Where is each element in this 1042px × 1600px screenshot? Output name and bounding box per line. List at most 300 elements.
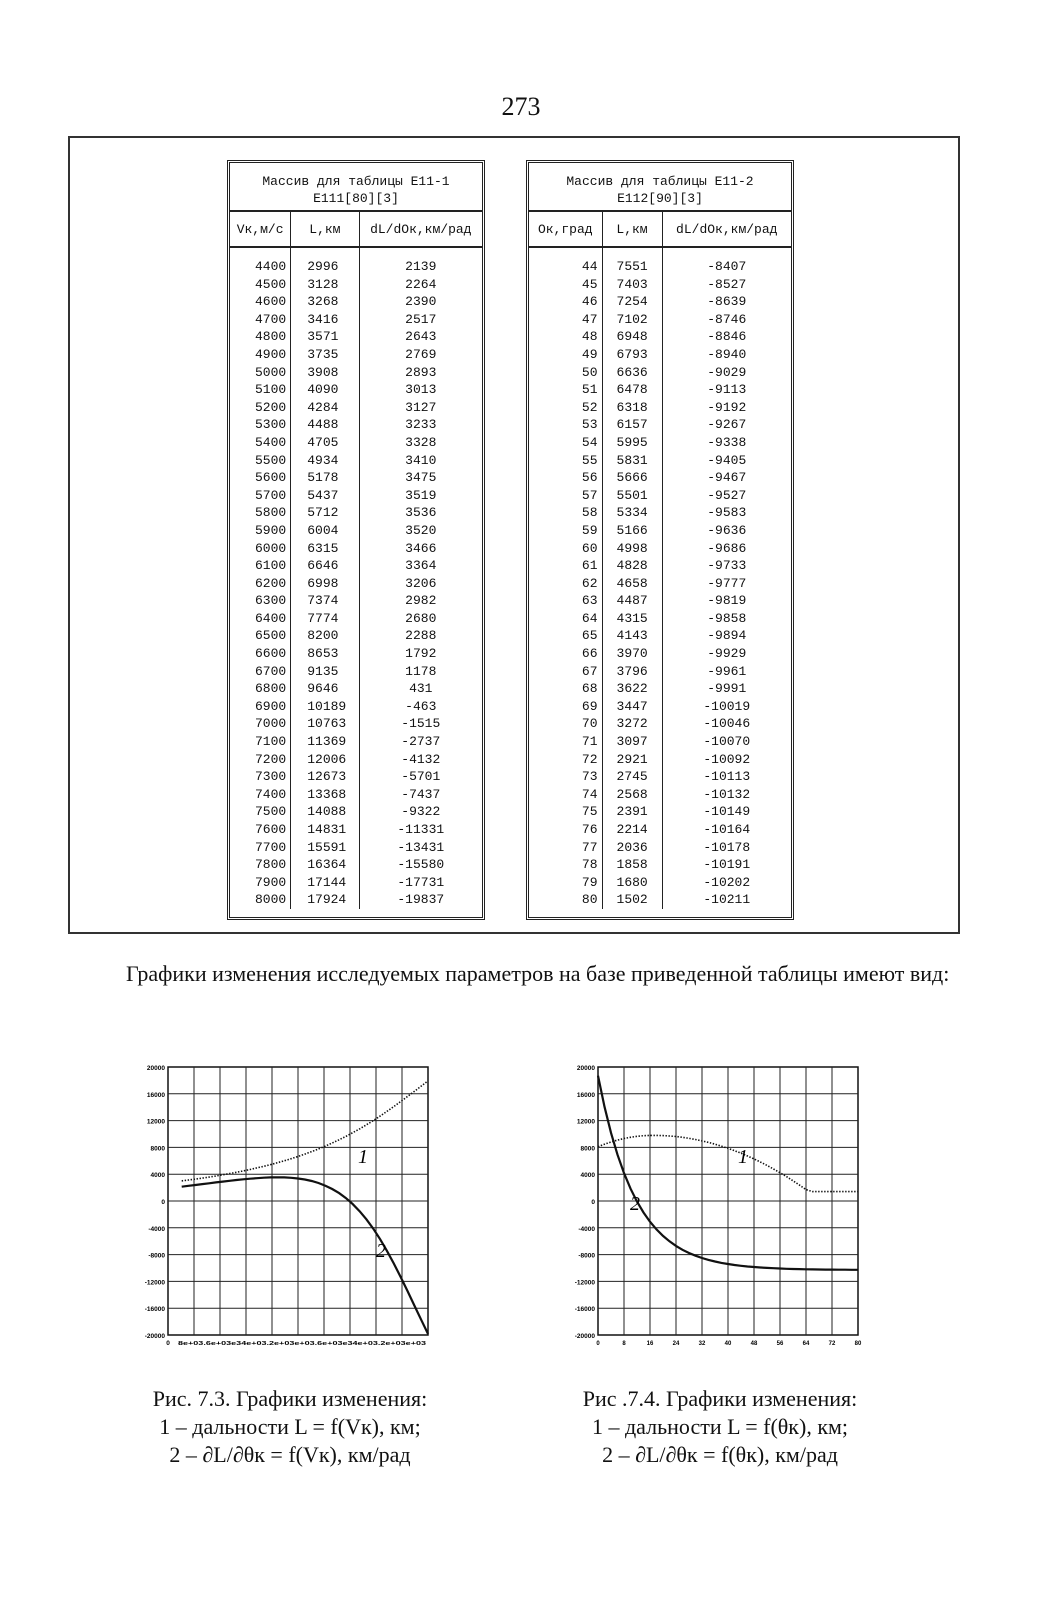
table-cell: -9583 bbox=[707, 505, 747, 521]
table-cell: 3127 bbox=[405, 399, 437, 415]
curve-label-2: 2 bbox=[630, 1193, 640, 1215]
y-tick-label: 16000 bbox=[576, 1091, 595, 1099]
table-cell: 7300 bbox=[230, 768, 291, 786]
table-cell: 68 bbox=[529, 680, 602, 698]
table-cell: -17731 bbox=[397, 874, 445, 890]
table-cell: -10149 bbox=[703, 804, 751, 820]
table-cell: 75 bbox=[529, 803, 602, 821]
curve-label-1: 1 bbox=[738, 1146, 748, 1168]
table-cell: 3268 bbox=[291, 293, 359, 311]
table-cell: 8653 bbox=[291, 645, 359, 663]
table-cell: 52 bbox=[529, 399, 602, 417]
table-row bbox=[230, 364, 482, 382]
table-cell: -10178 bbox=[703, 839, 751, 855]
table-cell: 6004 bbox=[291, 522, 359, 540]
table-row bbox=[230, 610, 482, 628]
table-cell: 5166 bbox=[602, 522, 662, 540]
table-row bbox=[230, 839, 482, 857]
table-row bbox=[230, 733, 482, 751]
table-row bbox=[230, 381, 482, 399]
table-row bbox=[529, 751, 791, 769]
table-row bbox=[230, 276, 482, 294]
table-row bbox=[230, 786, 482, 804]
table-cell: 5501 bbox=[602, 487, 662, 505]
table-cell: 73 bbox=[529, 768, 602, 786]
table-row bbox=[230, 311, 482, 329]
table-cell: 67 bbox=[529, 663, 602, 681]
table-cell: -9267 bbox=[707, 417, 747, 433]
table-cell: -8746 bbox=[707, 311, 747, 327]
table-cell: 4400 bbox=[230, 247, 291, 276]
table-cell: 17144 bbox=[291, 874, 359, 892]
x-tick-label: 32 bbox=[698, 1341, 706, 1347]
table-row bbox=[529, 610, 791, 628]
table-cell: 6948 bbox=[602, 328, 662, 346]
table-cell: -8527 bbox=[707, 276, 747, 292]
table-row bbox=[230, 891, 482, 909]
table-row bbox=[230, 557, 482, 575]
table-cell: 7374 bbox=[291, 592, 359, 610]
x-tick-label: 64 bbox=[802, 1341, 810, 1347]
table-row bbox=[230, 680, 482, 698]
table-cell: -10046 bbox=[703, 716, 751, 732]
table-cell: 5500 bbox=[230, 452, 291, 470]
table-cell: 6315 bbox=[291, 540, 359, 558]
table-cell: 5800 bbox=[230, 504, 291, 522]
table-cell: -9029 bbox=[707, 364, 747, 380]
table-row bbox=[230, 522, 482, 540]
table-cell: -9961 bbox=[707, 663, 747, 679]
table-cell: 7400 bbox=[230, 786, 291, 804]
y-tick-label: 16000 bbox=[146, 1091, 165, 1099]
table-cell: 3520 bbox=[405, 522, 437, 538]
table-cell: 4488 bbox=[291, 416, 359, 434]
table-row bbox=[529, 416, 791, 434]
table-cell: 4487 bbox=[602, 592, 662, 610]
table-cell: 6318 bbox=[602, 399, 662, 417]
table-cell: 64 bbox=[529, 610, 602, 628]
table-cell: 6500 bbox=[230, 627, 291, 645]
table-cell: 6793 bbox=[602, 346, 662, 364]
x-tick-label: 0 bbox=[166, 1340, 170, 1347]
table-cell: 61 bbox=[529, 557, 602, 575]
table-cell: -4132 bbox=[401, 751, 441, 767]
table-cell: 2893 bbox=[405, 364, 437, 380]
caption-line1: Рис. 7.3. Графики изменения: bbox=[152, 1386, 428, 1411]
figure-7-3-caption bbox=[100, 1385, 480, 1469]
table-cell: 76 bbox=[529, 821, 602, 839]
table-cell: -10191 bbox=[703, 857, 751, 873]
table-cell: 5178 bbox=[291, 469, 359, 487]
table-cell: 4900 bbox=[230, 346, 291, 364]
table-cell: 63 bbox=[529, 592, 602, 610]
table-cell: -15580 bbox=[397, 857, 445, 873]
table-cell: 2517 bbox=[405, 311, 437, 327]
table-row bbox=[230, 821, 482, 839]
table-cell: -10202 bbox=[703, 874, 751, 890]
table-cell: 5200 bbox=[230, 399, 291, 417]
table-row bbox=[230, 856, 482, 874]
table-cell: 7200 bbox=[230, 751, 291, 769]
table-cell: 7403 bbox=[602, 276, 662, 294]
table-cell: 70 bbox=[529, 715, 602, 733]
table-row bbox=[230, 293, 482, 311]
table-cell: 7900 bbox=[230, 874, 291, 892]
table-cell: 3908 bbox=[291, 364, 359, 382]
table-row bbox=[230, 416, 482, 434]
table-row bbox=[529, 557, 791, 575]
table-cell: 10189 bbox=[291, 698, 359, 716]
table-cell: -1515 bbox=[401, 716, 441, 732]
table-cell: 2264 bbox=[405, 276, 437, 292]
table-cell: 4090 bbox=[291, 381, 359, 399]
table-cell: 4658 bbox=[602, 575, 662, 593]
y-tick-label: 8000 bbox=[580, 1145, 595, 1153]
x-tick-label: 16 bbox=[646, 1341, 654, 1347]
table-cell: -9322 bbox=[401, 804, 441, 820]
table-cell: 1858 bbox=[602, 856, 662, 874]
table-cell: 72 bbox=[529, 751, 602, 769]
table-row bbox=[230, 663, 482, 681]
table-row bbox=[529, 715, 791, 733]
col-header-derivative: dL/dОк,км/рад bbox=[662, 212, 791, 247]
table-cell: 2390 bbox=[405, 294, 437, 310]
table-cell: 5334 bbox=[602, 504, 662, 522]
table-cell: 49 bbox=[529, 346, 602, 364]
table-cell: 3622 bbox=[602, 680, 662, 698]
table-cell: 7700 bbox=[230, 839, 291, 857]
table-row bbox=[529, 247, 791, 276]
table-cell: 3410 bbox=[405, 452, 437, 468]
table-cell: -8846 bbox=[707, 329, 747, 345]
table-cell: 5000 bbox=[230, 364, 291, 382]
table-cell: 7254 bbox=[602, 293, 662, 311]
table-cell: 12006 bbox=[291, 751, 359, 769]
x-tick-label: 80 bbox=[854, 1341, 862, 1347]
table-cell: 5712 bbox=[291, 504, 359, 522]
y-tick-label: -4000 bbox=[148, 1225, 165, 1233]
x-tick-label: 72 bbox=[828, 1341, 836, 1347]
table-cell: 2391 bbox=[602, 803, 662, 821]
table-cell: 3447 bbox=[602, 698, 662, 716]
table-cell: 431 bbox=[409, 681, 433, 697]
table-cell: 2680 bbox=[405, 610, 437, 626]
table-cell: 3970 bbox=[602, 645, 662, 663]
table-cell: 5831 bbox=[602, 452, 662, 470]
table-cell: 50 bbox=[529, 364, 602, 382]
table-cell: 5437 bbox=[291, 487, 359, 505]
table-cell: 3097 bbox=[602, 733, 662, 751]
table-cell: 7774 bbox=[291, 610, 359, 628]
table-row bbox=[529, 381, 791, 399]
table-cell: -10113 bbox=[703, 769, 751, 785]
table-cell: 6157 bbox=[602, 416, 662, 434]
y-tick-label: 4000 bbox=[580, 1172, 595, 1180]
table-row bbox=[529, 592, 791, 610]
table-cell: 66 bbox=[529, 645, 602, 663]
table-cell: 4700 bbox=[230, 311, 291, 329]
table-cell: 59 bbox=[529, 522, 602, 540]
y-tick-label: -12000 bbox=[144, 1279, 165, 1287]
table-cell: 4705 bbox=[291, 434, 359, 452]
col-header-angle: Ок,град bbox=[529, 212, 602, 247]
table-row bbox=[230, 627, 482, 645]
table-row bbox=[529, 768, 791, 786]
table-cell: 4315 bbox=[602, 610, 662, 628]
table-cell: 6800 bbox=[230, 680, 291, 698]
table-cell: 4500 bbox=[230, 276, 291, 294]
curve-label-2: 2 bbox=[376, 1240, 386, 1262]
data-table-e11-1 bbox=[227, 160, 485, 920]
table-cell: 53 bbox=[529, 416, 602, 434]
table-cell: 7000 bbox=[230, 715, 291, 733]
table-row bbox=[230, 247, 482, 276]
table-cell: 2214 bbox=[602, 821, 662, 839]
table-cell: 6200 bbox=[230, 575, 291, 593]
table-cell: 78 bbox=[529, 856, 602, 874]
table-row bbox=[230, 504, 482, 522]
table-cell: -13431 bbox=[397, 839, 445, 855]
table-row bbox=[529, 452, 791, 470]
table-cell: 8000 bbox=[230, 891, 291, 909]
table-cell: 44 bbox=[529, 247, 602, 276]
table-row bbox=[529, 698, 791, 716]
table-cell: 1792 bbox=[405, 646, 437, 662]
table-row bbox=[230, 751, 482, 769]
table-cell: 17924 bbox=[291, 891, 359, 909]
table-cell: 80 bbox=[529, 891, 602, 909]
table-cell: 1680 bbox=[602, 874, 662, 892]
table-row bbox=[529, 328, 791, 346]
table-cell: -7437 bbox=[401, 786, 441, 802]
table-cell: 14088 bbox=[291, 803, 359, 821]
body-paragraph: Графики изменения исследуемых параметров на базе приведенной таблицы имеют вид: bbox=[126, 961, 950, 986]
caption-line2: 1 – дальности L = f(θк), км; bbox=[591, 1414, 849, 1439]
table-row bbox=[529, 839, 791, 857]
table-cell: 7600 bbox=[230, 821, 291, 839]
table-row bbox=[230, 399, 482, 417]
table-cell: 4800 bbox=[230, 328, 291, 346]
table-cell: 9646 bbox=[291, 680, 359, 698]
table-cell: 6636 bbox=[602, 364, 662, 382]
table-row bbox=[230, 698, 482, 716]
table-row bbox=[230, 469, 482, 487]
table-cell: 2139 bbox=[405, 259, 437, 274]
table-cell: 5300 bbox=[230, 416, 291, 434]
y-tick-label: -20000 bbox=[574, 1333, 595, 1340]
x-tick-label: 40 bbox=[724, 1341, 732, 1347]
figure-7-3-chart bbox=[120, 1055, 450, 1355]
table-cell: -9858 bbox=[707, 610, 747, 626]
y-tick-label: 0 bbox=[161, 1199, 165, 1206]
table-cell: -8639 bbox=[707, 294, 747, 310]
figure-7-4-caption bbox=[530, 1385, 910, 1469]
y-tick-label: -16000 bbox=[574, 1306, 595, 1314]
y-tick-label: 4000 bbox=[150, 1172, 165, 1180]
table-cell: 6700 bbox=[230, 663, 291, 681]
table-row bbox=[230, 803, 482, 821]
table-cell: 15591 bbox=[291, 839, 359, 857]
table-cell: 1502 bbox=[602, 891, 662, 909]
col-header-range: L,км bbox=[602, 212, 662, 247]
table-cell: 3364 bbox=[405, 558, 437, 574]
table-cell: 51 bbox=[529, 381, 602, 399]
table-cell: -10132 bbox=[703, 786, 751, 802]
table-row bbox=[230, 768, 482, 786]
table-row bbox=[529, 856, 791, 874]
table-title-line1: Массив для таблицы Е11-2 bbox=[566, 174, 754, 189]
table-cell: -9467 bbox=[707, 470, 747, 486]
table-cell: -9113 bbox=[707, 382, 747, 398]
table-row bbox=[230, 575, 482, 593]
table-cell: 13368 bbox=[291, 786, 359, 804]
table-row bbox=[529, 469, 791, 487]
x-tick-labels-overlapped: 8e+03.6e+03e34e+03.2e+03e+03.6e+03e34e+03.2e+03e+03 bbox=[178, 1341, 427, 1347]
table-row bbox=[230, 452, 482, 470]
table-cell: 6646 bbox=[291, 557, 359, 575]
table-cell: 2745 bbox=[602, 768, 662, 786]
table-cell: 7500 bbox=[230, 803, 291, 821]
table-cell: 7102 bbox=[602, 311, 662, 329]
table-cell: -9686 bbox=[707, 540, 747, 556]
table-cell: 3128 bbox=[291, 276, 359, 294]
table-cell: -9929 bbox=[707, 646, 747, 662]
table-row bbox=[529, 786, 791, 804]
table-cell: -10092 bbox=[703, 751, 751, 767]
series-1-line bbox=[182, 1081, 428, 1181]
y-tick-label: 20000 bbox=[576, 1065, 595, 1072]
table-cell: 2996 bbox=[291, 247, 359, 276]
table-cell: 2921 bbox=[602, 751, 662, 769]
figure-7-4-svg bbox=[550, 1055, 880, 1355]
table-cell: 3272 bbox=[602, 715, 662, 733]
table-row bbox=[529, 645, 791, 663]
col-header-range: L,км bbox=[291, 212, 359, 247]
table-row bbox=[529, 504, 791, 522]
table-cell: 47 bbox=[529, 311, 602, 329]
y-tick-label: 20000 bbox=[146, 1065, 165, 1072]
y-tick-label: -8000 bbox=[578, 1252, 595, 1260]
table-cell: 2769 bbox=[405, 346, 437, 362]
y-tick-label: -4000 bbox=[578, 1225, 595, 1233]
table-row bbox=[529, 311, 791, 329]
table-row bbox=[529, 434, 791, 452]
table-cell: 60 bbox=[529, 540, 602, 558]
table-cell: 3206 bbox=[405, 575, 437, 591]
caption-line3: 2 – ∂L/∂θк = f(θк), км/рад bbox=[602, 1442, 838, 1467]
x-tick-label: 24 bbox=[672, 1341, 680, 1347]
y-tick-label: 8000 bbox=[150, 1145, 165, 1153]
table-cell: -9991 bbox=[707, 681, 747, 697]
table-cell: 56 bbox=[529, 469, 602, 487]
table-cell: 6998 bbox=[291, 575, 359, 593]
table-cell: 3571 bbox=[291, 328, 359, 346]
table-cell: 3519 bbox=[405, 487, 437, 503]
table-title bbox=[529, 163, 791, 212]
table-cell: -9733 bbox=[707, 558, 747, 574]
table-cell: -19837 bbox=[397, 892, 445, 908]
table-cell: 6478 bbox=[602, 381, 662, 399]
curve-label-1: 1 bbox=[358, 1146, 368, 1168]
table-row bbox=[529, 540, 791, 558]
table-row bbox=[529, 680, 791, 698]
table-cell: 11369 bbox=[291, 733, 359, 751]
table-cell: 5100 bbox=[230, 381, 291, 399]
table-cell: 16364 bbox=[291, 856, 359, 874]
table-cell: 3735 bbox=[291, 346, 359, 364]
table-row bbox=[230, 645, 482, 663]
x-tick-label: 56 bbox=[776, 1341, 784, 1347]
table-cell: -8407 bbox=[707, 259, 747, 274]
table-row bbox=[529, 276, 791, 294]
table-cell: 1178 bbox=[405, 663, 437, 679]
table-row bbox=[230, 328, 482, 346]
table-title bbox=[230, 163, 482, 212]
table-cell: 5995 bbox=[602, 434, 662, 452]
table-cell: 79 bbox=[529, 874, 602, 892]
table-row bbox=[529, 874, 791, 892]
table-cell: 5400 bbox=[230, 434, 291, 452]
table-row bbox=[230, 346, 482, 364]
table-row bbox=[529, 733, 791, 751]
table-cell: -10019 bbox=[703, 698, 751, 714]
x-tick-label: 8 bbox=[622, 1341, 626, 1347]
y-tick-label: 12000 bbox=[146, 1118, 165, 1126]
table-cell: 45 bbox=[529, 276, 602, 294]
y-tick-label: 0 bbox=[591, 1199, 595, 1206]
table-cell: 8200 bbox=[291, 627, 359, 645]
table-cell: 4284 bbox=[291, 399, 359, 417]
table-cell: -10070 bbox=[703, 734, 751, 750]
table-cell: 54 bbox=[529, 434, 602, 452]
table-cell: -9192 bbox=[707, 399, 747, 415]
table-row bbox=[230, 487, 482, 505]
table-cell: -2737 bbox=[401, 734, 441, 750]
table-cell: -10211 bbox=[703, 892, 751, 908]
table-cell: -9527 bbox=[707, 487, 747, 503]
y-tick-label: -12000 bbox=[574, 1279, 595, 1287]
table-cell: 7100 bbox=[230, 733, 291, 751]
table-cell: 7800 bbox=[230, 856, 291, 874]
table-title-line2: Е112[90][3] bbox=[617, 191, 703, 206]
table-cell: -8940 bbox=[707, 346, 747, 362]
x-tick-label: 48 bbox=[750, 1341, 758, 1347]
table-cell: 4143 bbox=[602, 627, 662, 645]
table-row bbox=[529, 821, 791, 839]
figure-7-4-chart bbox=[550, 1055, 880, 1355]
table-cell: 6000 bbox=[230, 540, 291, 558]
col-header-derivative: dL/dОк,км/рад bbox=[359, 212, 482, 247]
table-cell: -9338 bbox=[707, 434, 747, 450]
table-row bbox=[529, 346, 791, 364]
table-cell: -9894 bbox=[707, 628, 747, 644]
table-cell: -9636 bbox=[707, 522, 747, 538]
table-cell: 58 bbox=[529, 504, 602, 522]
table-cell: 46 bbox=[529, 293, 602, 311]
table-row bbox=[230, 434, 482, 452]
table-cell: 5700 bbox=[230, 487, 291, 505]
table-cell: 77 bbox=[529, 839, 602, 857]
table-cell: 7551 bbox=[602, 247, 662, 276]
table-cell: 2288 bbox=[405, 628, 437, 644]
table-cell: 3466 bbox=[405, 540, 437, 556]
table-cell: 6900 bbox=[230, 698, 291, 716]
y-tick-label: -20000 bbox=[144, 1333, 165, 1340]
table-cell: 2036 bbox=[602, 839, 662, 857]
table-cell: 48 bbox=[529, 328, 602, 346]
table-row bbox=[529, 663, 791, 681]
table-cell: -9819 bbox=[707, 593, 747, 609]
